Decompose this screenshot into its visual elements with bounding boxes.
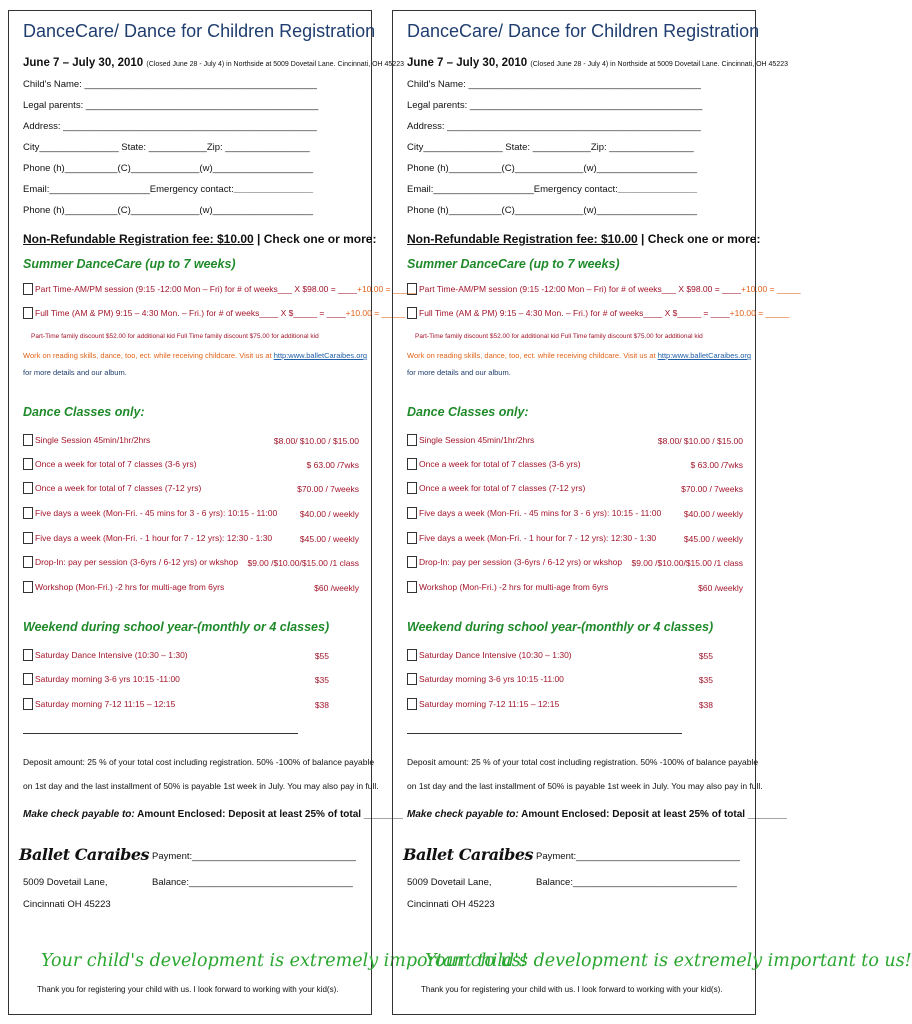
check-payable-line[interactable]: Make check payable to: Amount Enclosed: Deposit at least 25% of total _______ xyxy=(407,809,787,820)
checkbox[interactable] xyxy=(407,283,417,295)
class-option-7[interactable] xyxy=(407,581,608,593)
class-option-7[interactable] xyxy=(23,581,224,593)
address-line-2: Cincinnati OH 45223 xyxy=(23,899,111,910)
weekend-heading: Weekend during school year-(monthly or 4 classes) xyxy=(407,620,714,634)
part-time-option[interactable]: Part Time-AM/PM session (9:15 -12:00 Mon – Fri) for # of weeks___ X $98.00 = ____ +10.00 = _____ xyxy=(407,283,801,295)
option-label: Saturday morning 7-12 11:15 – 12:15 xyxy=(35,699,176,709)
thank-you-note: Thank you for registering your child with us. I look forward to working with your kid(s). xyxy=(37,985,339,994)
option-price: $45.00 / weekly xyxy=(299,534,359,544)
option-price: $55 xyxy=(314,651,329,661)
checkbox[interactable] xyxy=(407,673,417,685)
form-title: DanceCare/ Dance for Children Registration xyxy=(407,21,760,41)
option-price: $8.00/ $10.00 / $15.00 xyxy=(273,436,359,446)
website-link[interactable]: http:www.balletCaraibes.org xyxy=(273,351,368,360)
option-price: $70.00 / 7weeks xyxy=(681,484,743,494)
option-label: Single Session 45min/1hr/2hrs xyxy=(35,435,151,445)
divider xyxy=(407,733,682,734)
more-details-note: for more details and our album. xyxy=(407,368,511,377)
address-line-2: Cincinnati OH 45223 xyxy=(407,899,495,910)
legal-parents-field[interactable]: Legal parents: ____________________________________________ xyxy=(23,100,319,111)
deposit-line-2: on 1st day and the last installment of 50% is payable 1st week in July. You may also pay in full. xyxy=(407,781,763,791)
class-option-1[interactable] xyxy=(407,434,534,446)
emergency-phone-field[interactable]: Phone (h)__________(C)_____________(w)___________________ xyxy=(407,205,698,216)
class-option-3[interactable] xyxy=(23,482,201,494)
registration-form-left xyxy=(8,10,528,1015)
option-price: $35 xyxy=(698,675,713,685)
checkbox[interactable] xyxy=(23,673,33,685)
option-price: $40.00 / weekly xyxy=(683,509,743,519)
deposit-line-1: Deposit amount: 25 % of your total cost including registration. 50% -100% of balance payable xyxy=(407,757,759,767)
option-label: Saturday morning 3-6 yrs 10:15 -11:00 xyxy=(35,674,180,684)
address-line-1: 5009 Dovetail Lane, xyxy=(407,877,492,888)
option-label: Single Session 45min/1hr/2hrs xyxy=(419,435,535,445)
slogan: Your child's development is extremely important to us! xyxy=(425,951,912,971)
thank-you-note: Thank you for registering your child with us. I look forward to working with your kid(s). xyxy=(421,985,723,994)
class-option-4[interactable] xyxy=(23,507,277,519)
class-option-1[interactable] xyxy=(23,434,150,446)
checkbox[interactable] xyxy=(407,482,417,494)
option-price: $35 xyxy=(314,675,329,685)
option-price: $38 xyxy=(314,700,329,710)
weekend-heading: Weekend during school year-(monthly or 4 classes) xyxy=(23,620,330,634)
form-title: DanceCare/ Dance for Children Registration xyxy=(23,21,376,41)
class-option-6[interactable] xyxy=(407,556,622,568)
checkbox[interactable] xyxy=(23,649,33,661)
checkbox[interactable] xyxy=(23,434,33,446)
ballet-caraibes-logo: Ballet Caraibes xyxy=(19,845,150,864)
option-price: $9.00 /$10.00/$15.00 /1 class xyxy=(631,558,743,568)
family-discount: Part-Time family discount $52.00 for additional kid Full Time family discount $75.00 for additional kid xyxy=(31,333,319,340)
class-option-4[interactable] xyxy=(407,507,661,519)
weekend-option-2[interactable] xyxy=(407,673,564,685)
checkbox[interactable] xyxy=(23,283,33,295)
check-payable-line[interactable]: Make check payable to: Amount Enclosed: Deposit at least 25% of total _______ xyxy=(23,809,403,820)
legal-parents-field[interactable]: Legal parents: ____________________________________________ xyxy=(407,100,703,111)
checkbox[interactable] xyxy=(407,698,417,710)
checkbox[interactable] xyxy=(23,482,33,494)
weekend-option-2[interactable] xyxy=(23,673,180,685)
option-price: $40.00 / weekly xyxy=(299,509,359,519)
full-time-option[interactable]: Full Time (AM & PM) 9:15 – 4:30 Mon. – Fri.) for # of weeks____ X $_____ = ____ +10.00 = _____ xyxy=(23,307,405,319)
more-details-note: for more details and our album. xyxy=(23,368,127,377)
divider xyxy=(23,733,298,734)
summer-heading: Summer DanceCare (up to 7 weeks) xyxy=(23,257,236,271)
option-label: Once a week for total of 7 classes (7-12 yrs) xyxy=(35,483,202,493)
session-dates: June 7 – July 30, 2010 (Closed June 28 - July 4) in Northside at 5009 Dovetail Lane. Cincinnati, OH 45223 xyxy=(23,57,404,69)
registration-fee: Non-Refundable Registration fee: $10.00 | Check one or more: xyxy=(407,232,761,246)
checkbox[interactable] xyxy=(23,307,33,319)
deposit-line-2: on 1st day and the last installment of 50% is payable 1st week in July. You may also pay in full. xyxy=(23,781,379,791)
balance-field[interactable]: Balance:_______________________________ xyxy=(152,877,353,888)
registration-form-right xyxy=(392,10,912,1015)
work-note: Work on reading skills, dance, too, ect. while receiving childcare. Visit us at http:www.balletCaraibes.org xyxy=(407,351,752,360)
option-label: Saturday Dance Intensive (10:30 – 1:30) xyxy=(419,650,572,660)
option-label: Drop-In: pay per session (3-6yrs / 6-12 yrs) or wkshop xyxy=(419,557,623,567)
class-option-5[interactable] xyxy=(407,532,656,544)
work-note: Work on reading skills, dance, too, ect. while receiving childcare. Visit us at http:www.balletCaraibes.org xyxy=(23,351,368,360)
checkbox[interactable] xyxy=(407,581,417,593)
option-label: Five days a week (Mon-Fri. - 45 mins for 3 - 6 yrs): 10:15 - 11:00 xyxy=(35,508,278,518)
address-line-1: 5009 Dovetail Lane, xyxy=(23,877,108,888)
family-discount: Part-Time family discount $52.00 for additional kid Full Time family discount $75.00 for additional kid xyxy=(415,333,703,340)
checkbox[interactable] xyxy=(407,507,417,519)
option-price: $38 xyxy=(698,700,713,710)
weekend-option-1[interactable] xyxy=(23,649,188,661)
payment-field[interactable]: Payment:_______________________________ xyxy=(536,851,740,862)
ballet-caraibes-logo: Ballet Caraibes xyxy=(403,845,534,864)
weekend-option-3[interactable] xyxy=(407,698,559,710)
city-state-zip-field[interactable]: City_______________ State: ___________Zip: ________________ xyxy=(23,142,310,153)
childs-name-field[interactable]: Child's Name: ____________________________________________ xyxy=(23,79,317,90)
option-price: $45.00 / weekly xyxy=(683,534,743,544)
email-emergency-field[interactable]: Email:___________________Emergency contact:_______________ xyxy=(23,184,314,195)
checkbox[interactable] xyxy=(407,458,417,470)
class-option-2[interactable] xyxy=(407,458,581,470)
option-price: $60 /weekly xyxy=(698,583,743,593)
option-label: Five days a week (Mon-Fri. - 45 mins for 3 - 6 yrs): 10:15 - 11:00 xyxy=(419,508,662,518)
address-field[interactable]: Address: ________________________________________________ xyxy=(23,121,317,132)
session-dates: June 7 – July 30, 2010 (Closed June 28 - July 4) in Northside at 5009 Dovetail Lane. Cincinnati, OH 45223 xyxy=(407,57,788,69)
checkbox[interactable] xyxy=(23,507,33,519)
option-label: Saturday morning 7-12 11:15 – 12:15 xyxy=(419,699,560,709)
checkbox[interactable] xyxy=(407,307,417,319)
summer-heading: Summer DanceCare (up to 7 weeks) xyxy=(407,257,620,271)
option-label: Five days a week (Mon-Fri. - 1 hour for 7 - 12 yrs): 12:30 - 1:30 xyxy=(35,533,273,543)
option-price: $ 63.00 /7wks xyxy=(306,460,359,470)
phone-field[interactable]: Phone (h)__________(C)_____________(w)___________________ xyxy=(407,163,698,174)
weekend-option-1[interactable] xyxy=(407,649,572,661)
payment-field[interactable]: Payment:_______________________________ xyxy=(152,851,356,862)
option-price: $55 xyxy=(698,651,713,661)
balance-field[interactable]: Balance:_______________________________ xyxy=(536,877,737,888)
weekend-option-3[interactable] xyxy=(23,698,175,710)
option-label: Once a week for total of 7 classes (7-12 yrs) xyxy=(419,483,586,493)
option-label: Five days a week (Mon-Fri. - 1 hour for 7 - 12 yrs): 12:30 - 1:30 xyxy=(419,533,657,543)
option-price: $9.00 /$10.00/$15.00 /1 class xyxy=(247,558,359,568)
checkbox[interactable] xyxy=(23,556,33,568)
option-price: $60 /weekly xyxy=(314,583,359,593)
class-option-5[interactable] xyxy=(23,532,272,544)
part-time-option[interactable]: Part Time-AM/PM session (9:15 -12:00 Mon – Fri) for # of weeks___ X $98.00 = ____ +10.00 = _____ xyxy=(23,283,417,295)
class-option-6[interactable] xyxy=(23,556,238,568)
option-price: $ 63.00 /7wks xyxy=(690,460,743,470)
email-emergency-field[interactable]: Email:___________________Emergency contact:_______________ xyxy=(407,184,698,195)
class-option-3[interactable] xyxy=(407,482,585,494)
option-label: Drop-In: pay per session (3-6yrs / 6-12 yrs) or wkshop xyxy=(35,557,239,567)
checkbox[interactable] xyxy=(407,556,417,568)
address-field[interactable]: Address: ________________________________________________ xyxy=(407,121,701,132)
option-label: Once a week for total of 7 classes (3-6 yrs) xyxy=(419,459,581,469)
option-label: Saturday Dance Intensive (10:30 – 1:30) xyxy=(35,650,188,660)
checkbox[interactable] xyxy=(23,698,33,710)
city-state-zip-field[interactable]: City_______________ State: ___________Zip: ________________ xyxy=(407,142,694,153)
class-option-2[interactable] xyxy=(23,458,197,470)
slogan: Your child's development is extremely important to us! xyxy=(41,951,528,971)
option-label: Workshop (Mon-Fri.) -2 hrs for multi-age from 6yrs xyxy=(419,582,609,592)
checkbox[interactable] xyxy=(23,581,33,593)
classes-heading: Dance Classes only: xyxy=(23,405,145,419)
full-time-option[interactable]: Full Time (AM & PM) 9:15 – 4:30 Mon. – Fri.) for # of weeks____ X $_____ = ____ +10.00 = _____ xyxy=(407,307,789,319)
option-label: Workshop (Mon-Fri.) -2 hrs for multi-age from 6yrs xyxy=(35,582,225,592)
checkbox[interactable] xyxy=(23,458,33,470)
phone-field[interactable]: Phone (h)__________(C)_____________(w)___________________ xyxy=(23,163,314,174)
website-link[interactable]: http:www.balletCaraibes.org xyxy=(657,351,752,360)
registration-fee: Non-Refundable Registration fee: $10.00 | Check one or more: xyxy=(23,232,377,246)
checkbox[interactable] xyxy=(407,649,417,661)
option-price: $70.00 / 7weeks xyxy=(297,484,359,494)
deposit-line-1: Deposit amount: 25 % of your total cost including registration. 50% -100% of balance payable xyxy=(23,757,375,767)
option-label: Saturday morning 3-6 yrs 10:15 -11:00 xyxy=(419,674,564,684)
emergency-phone-field[interactable]: Phone (h)__________(C)_____________(w)___________________ xyxy=(23,205,314,216)
option-label: Once a week for total of 7 classes (3-6 yrs) xyxy=(35,459,197,469)
checkbox[interactable] xyxy=(23,532,33,544)
childs-name-field[interactable]: Child's Name: ____________________________________________ xyxy=(407,79,701,90)
classes-heading: Dance Classes only: xyxy=(407,405,529,419)
checkbox[interactable] xyxy=(407,434,417,446)
option-price: $8.00/ $10.00 / $15.00 xyxy=(657,436,743,446)
checkbox[interactable] xyxy=(407,532,417,544)
